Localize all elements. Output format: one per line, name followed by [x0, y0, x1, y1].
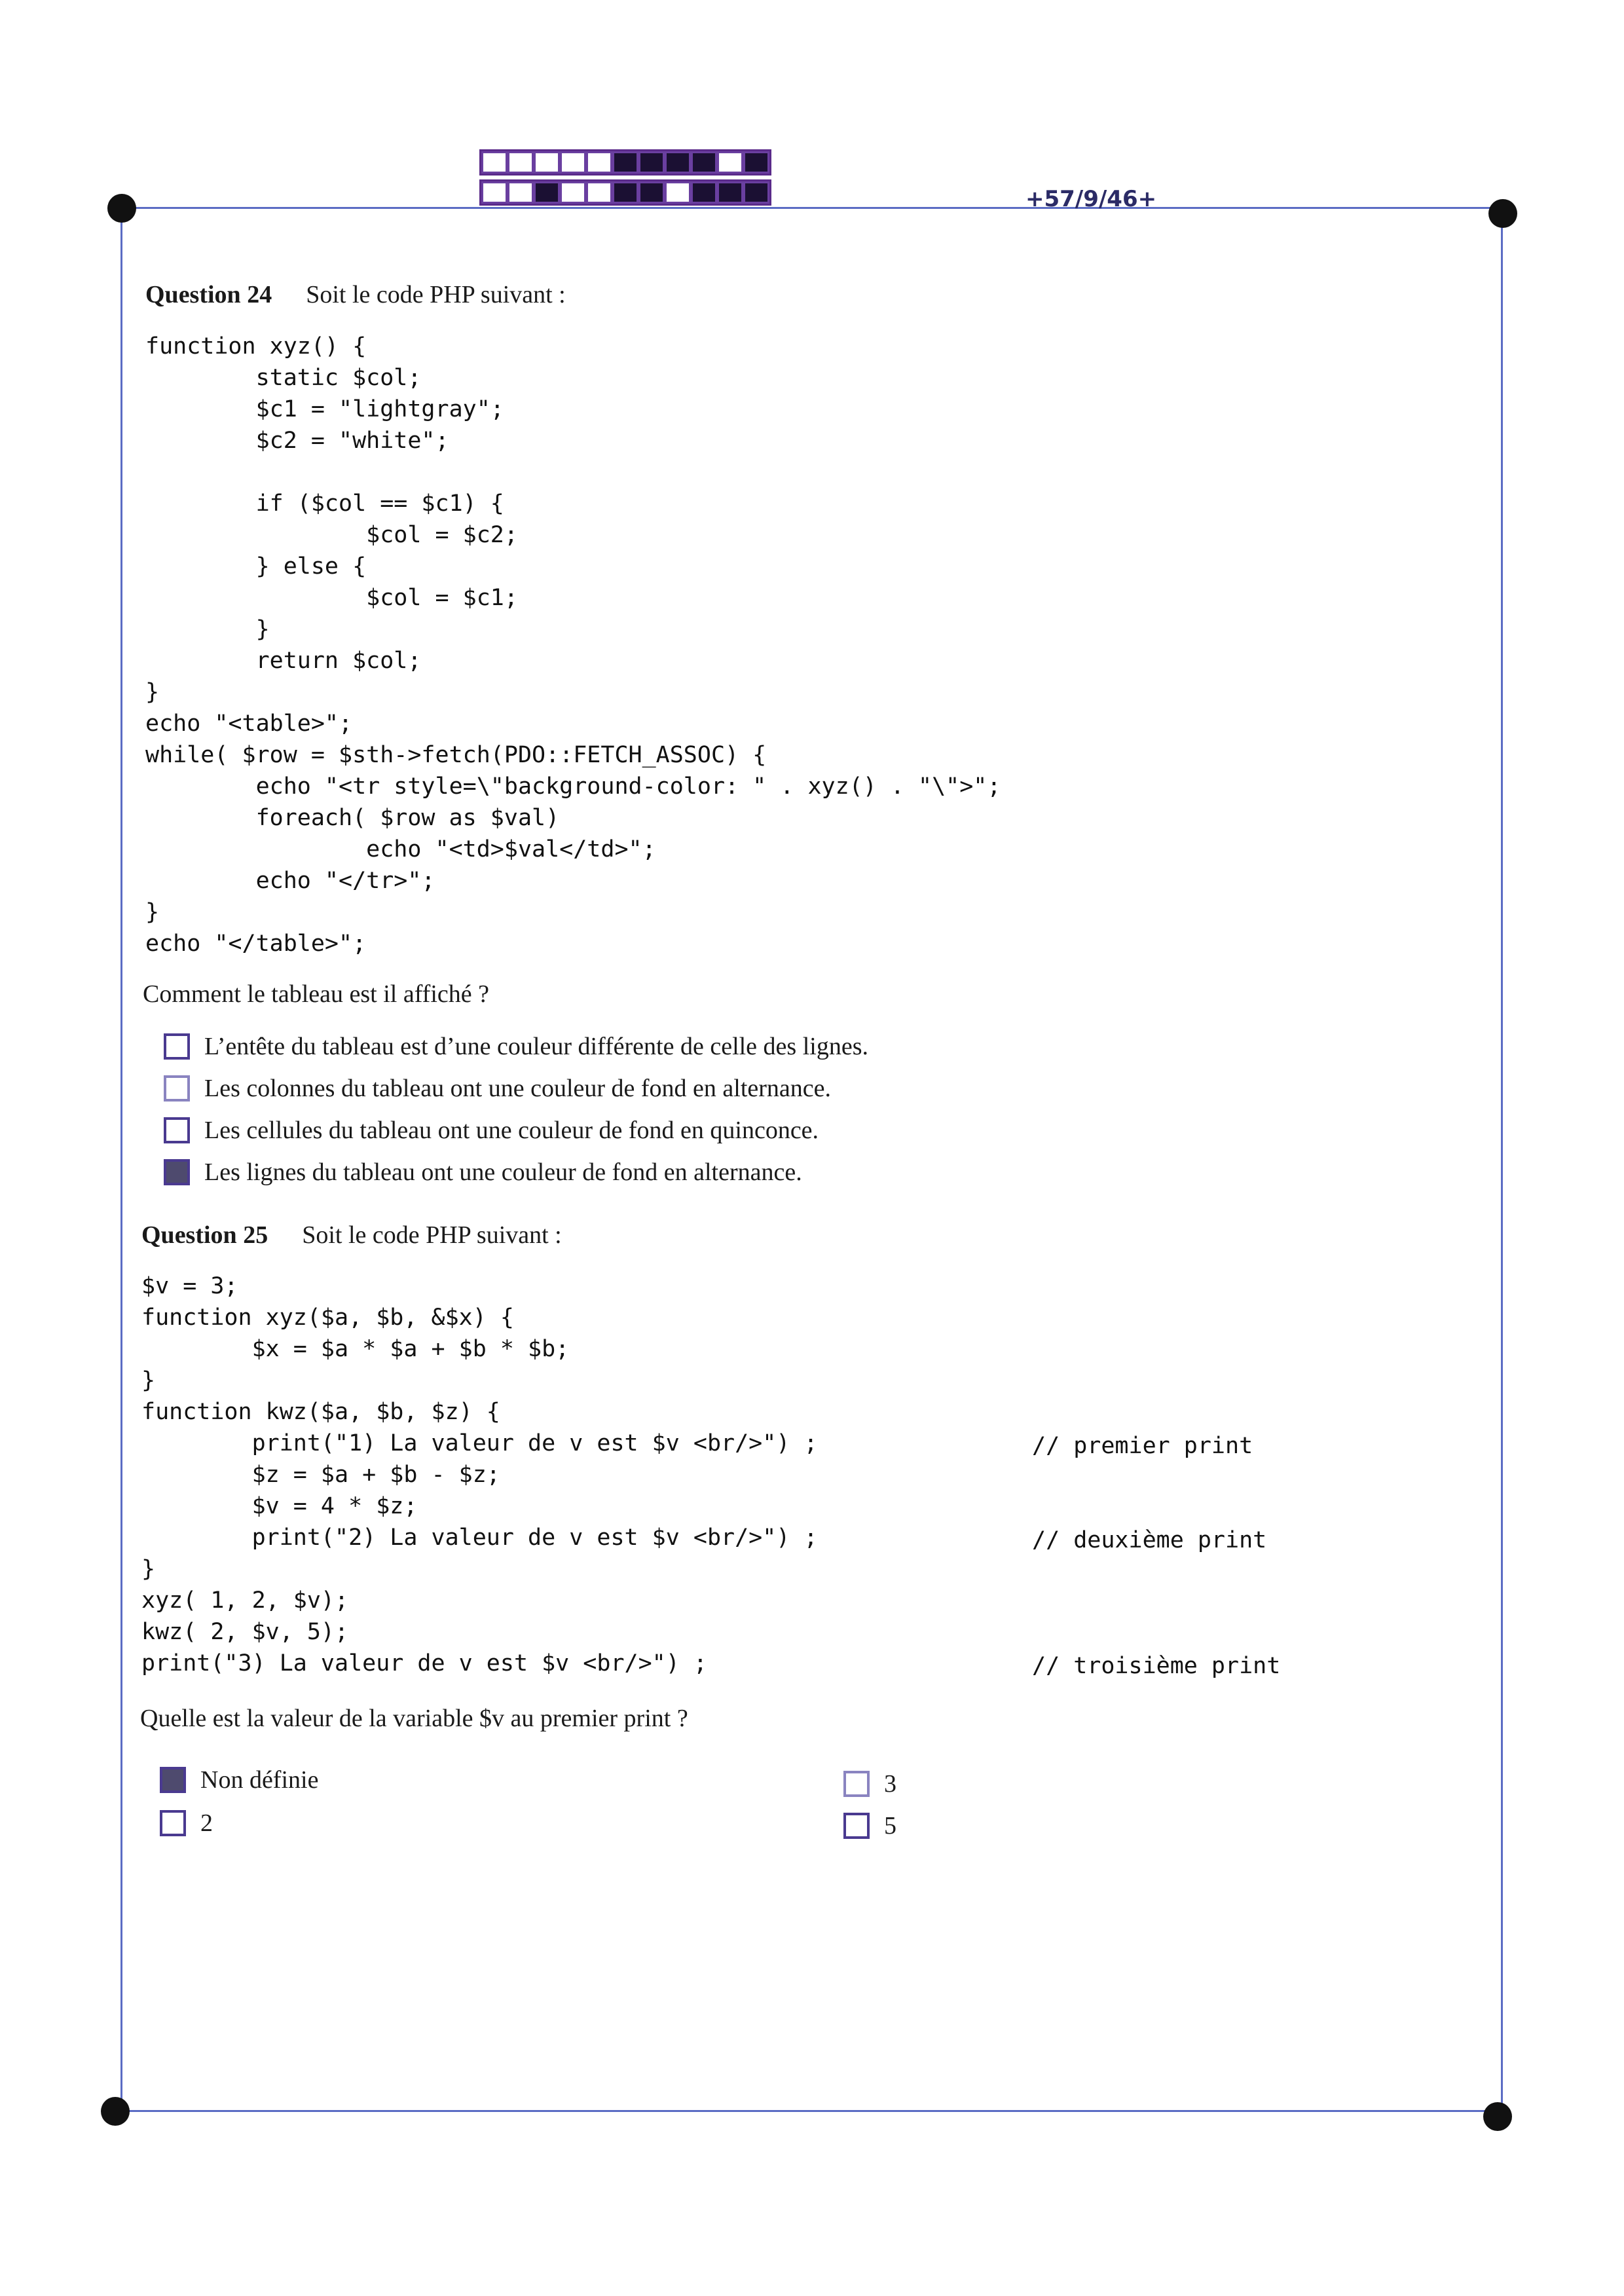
q25-checkbox-3[interactable]	[843, 1771, 870, 1797]
barcode-row-2-cell	[691, 181, 717, 204]
q25-choice-5-label: 5	[884, 1812, 896, 1840]
q25-choice-2-label: 2	[200, 1809, 213, 1837]
corner-mark-bottom-left	[101, 2097, 130, 2126]
question-25-label: Question 25	[141, 1221, 268, 1249]
barcode-row-2-cell	[534, 181, 560, 204]
barcode-row-1-cell	[586, 151, 612, 174]
barcode-row-1-cell	[665, 151, 691, 174]
q24-choice-2-label: Les colonnes du tableau ont une couleur de fond en alternance.	[204, 1075, 832, 1102]
question-25-heading	[141, 1221, 562, 1250]
corner-mark-top-left	[107, 194, 136, 223]
q24-checkbox-2[interactable]	[164, 1075, 190, 1102]
q24-checkbox-3[interactable]	[164, 1117, 190, 1143]
barcode-row-2-cell	[717, 181, 743, 204]
page-barcode-row-2	[479, 179, 771, 206]
page-identifier: +57/9/46+	[1025, 186, 1157, 212]
barcode-row-1-cell	[481, 151, 507, 174]
q24-checkbox-1[interactable]	[164, 1033, 190, 1060]
barcode-row-1-cell	[691, 151, 717, 174]
q24-choice-3-label: Les cellules du tableau ont une couleur de fond en quinconce.	[204, 1117, 819, 1144]
q24-checkbox-4[interactable]	[164, 1159, 190, 1185]
question-25-intro: Soit le code PHP suivant :	[302, 1221, 562, 1249]
barcode-row-1-cell	[534, 151, 560, 174]
frame-bottom-line	[121, 2110, 1500, 2112]
barcode-row-2-cell	[665, 181, 691, 204]
barcode-row-1-cell	[743, 151, 769, 174]
barcode-row-2-cell	[481, 181, 507, 204]
q25-choice-5[interactable]	[843, 1811, 896, 1840]
barcode-row-1-cell	[507, 151, 534, 174]
barcode-row-1-cell	[612, 151, 638, 174]
barcode-row-2-cell	[586, 181, 612, 204]
barcode-row-1-cell	[560, 151, 586, 174]
page-barcode-row-1	[479, 149, 771, 176]
q24-choice-3[interactable]	[164, 1116, 819, 1145]
q25-choice-3[interactable]	[843, 1769, 896, 1798]
question-25-code: $v = 3; function xyz($a, $b, &$x) { $x = $a * $a + $b * $b; } function kwz($a, $b, $z) { print("1) La valeur de v est $v <br/>") ; $z = $a + $b - $z; $v = 4 * $z; print("2) La valeur de v est $v <br/>") ; } xyz( 1, 2, $v); kwz( 2, $v, 5); print("3) La valeur de v est $v <br/>") ;	[141, 1273, 818, 1676]
frame-top-line	[121, 207, 1503, 209]
q24-choice-1-label: L’entête du tableau est d’une couleur différente de celle des lignes.	[204, 1033, 868, 1060]
q24-choice-4[interactable]	[164, 1158, 802, 1187]
barcode-row-2-cell	[638, 181, 665, 204]
q25-checkbox-2[interactable]	[160, 1810, 186, 1836]
corner-mark-top-right	[1488, 199, 1517, 228]
barcode-row-2-cell	[612, 181, 638, 204]
question-25-prompt: Quelle est la valeur de la variable $v au premier print ?	[140, 1705, 688, 1732]
barcode-row-2-cell	[507, 181, 534, 204]
question-24-intro: Soit le code PHP suivant :	[306, 281, 566, 308]
q25-choice-2[interactable]	[160, 1809, 213, 1838]
q25-checkbox-non-definie[interactable]	[160, 1767, 186, 1793]
barcode-row-1-cell	[717, 151, 743, 174]
corner-mark-bottom-right	[1483, 2102, 1512, 2131]
code-comment-premier-print: // premier print	[1032, 1433, 1253, 1459]
barcode-row-2-cell	[743, 181, 769, 204]
code-comment-deuxieme-print: // deuxième print	[1032, 1527, 1267, 1553]
q24-choice-1[interactable]	[164, 1032, 868, 1061]
q24-choice-2[interactable]	[164, 1074, 831, 1103]
q25-choice-non-definie[interactable]	[160, 1766, 318, 1794]
q24-choice-4-label: Les lignes du tableau ont une couleur de fond en alternance.	[204, 1158, 802, 1186]
q25-checkbox-5[interactable]	[843, 1813, 870, 1839]
question-24-label: Question 24	[145, 281, 272, 308]
q25-choice-non-definie-label: Non définie	[200, 1766, 319, 1794]
barcode-row-2-cell	[560, 181, 586, 204]
question-24-heading	[145, 280, 566, 309]
frame-right-line	[1501, 212, 1503, 2117]
frame-left-line	[120, 208, 122, 2111]
q25-choice-3-label: 3	[884, 1770, 896, 1798]
question-24-prompt: Comment le tableau est il affiché ?	[143, 980, 489, 1008]
code-comment-troisieme-print: // troisième print	[1032, 1653, 1281, 1679]
barcode-row-1-cell	[638, 151, 665, 174]
question-24-code: function xyz() { static $col; $c1 = "lightgray"; $c2 = "white"; if ($col == $c1) { $col = $c2; } else { $col = $c1; } return $col; } echo "<table>"; while( $row = $sth->fetch(PDO::FETCH_ASSOC) { echo "<tr style=\"background-color: " . xyz() . "\">"; foreach( $row as $val) echo "<td>$val</td>"; echo "</tr>"; } echo "</table>";	[145, 333, 1001, 957]
